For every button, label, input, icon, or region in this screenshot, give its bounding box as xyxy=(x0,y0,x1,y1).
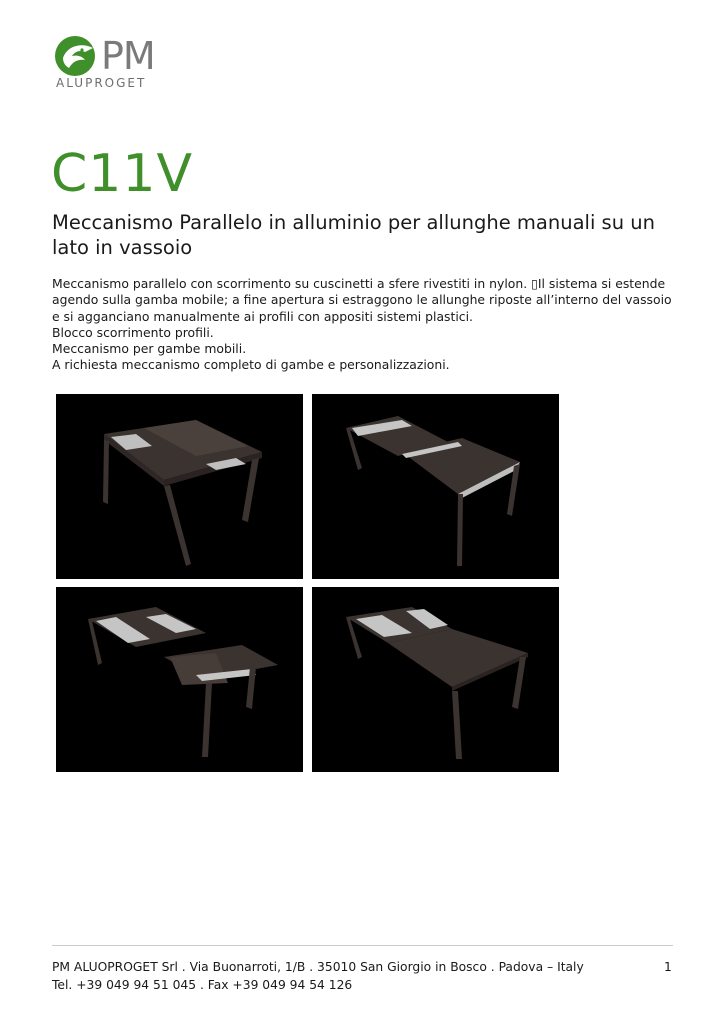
description-line: Blocco scorrimento profili. xyxy=(52,324,214,340)
page-number: 1 xyxy=(664,960,672,974)
company-logo xyxy=(55,34,180,92)
description-line: Meccanismo per gambe mobili. xyxy=(52,341,247,357)
table-extensions-photo xyxy=(56,587,303,772)
logo-wordmark: PM xyxy=(101,34,155,78)
product-title: Meccanismo Parallelo in alluminio per allunghe manuali su un lato in vassoio xyxy=(52,211,655,259)
eagle-head-icon xyxy=(55,34,99,78)
product-code: C11V xyxy=(51,144,194,204)
footer-address: PM ALUOPROGET Srl . Via Buonarroti, 1/B . 35010 San Giorgio in Bosco . Padova – Italy xyxy=(52,960,584,974)
description-paragraph: Meccanismo parallelo con scorrimento su cuscinetti a sfere rivestiti in nylon. ▯Il sistema si estende agendo sulla gamba mobile; a fine apertura si estraggono le allunghe riposte all’interno del vassoio e si agganciano manualmente ai profili con appositi sistemi plastici. xyxy=(52,276,672,324)
footer-contact xyxy=(52,958,584,994)
table-closed-photo xyxy=(56,394,303,579)
description-line: A richiesta meccanismo completo di gambe e personalizzazioni. xyxy=(52,357,450,373)
footer-phone-fax: Tel. +39 049 94 51 045 . Fax +39 049 94 54 126 xyxy=(52,978,353,992)
product-description xyxy=(52,276,682,374)
table-extended-photo xyxy=(312,587,559,772)
table-opening-photo xyxy=(312,394,559,579)
logo-brand-name: ALUPROGET xyxy=(56,76,147,90)
footer-divider xyxy=(52,945,673,946)
product-gallery xyxy=(56,394,559,773)
